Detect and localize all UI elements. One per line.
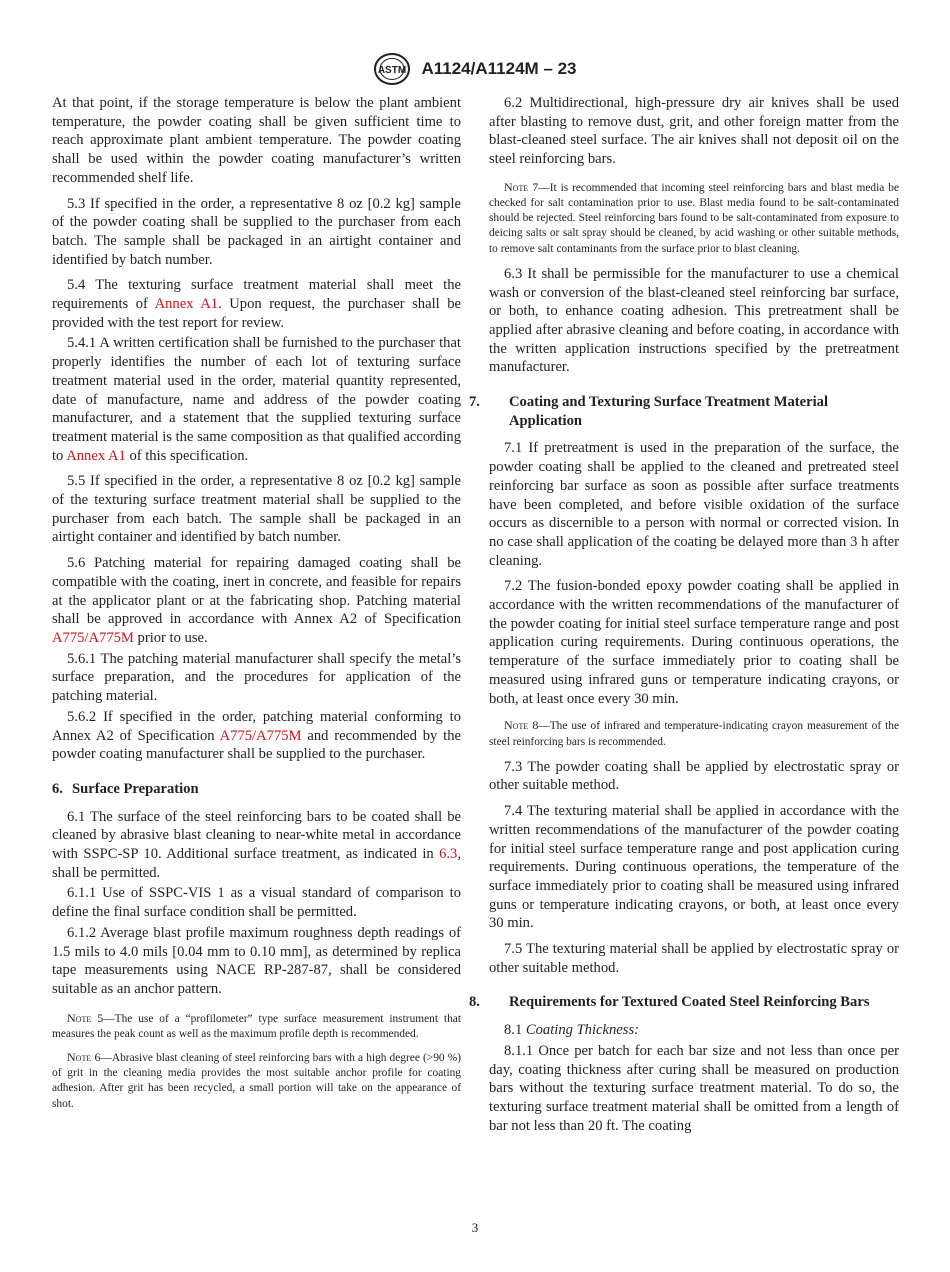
paragraph-5-5: 5.5 If specified in the order, a representative 8 oz [0.2 kg] sample of the texturing surface treatment material shall be supplied to the purchaser from each batch. The sample shall be packaged in an airtight container and identified by batch number. <box>52 473 461 546</box>
paragraph-6-2: 6.2 Multidirectional, high-pressure dry air knives shall be used after blasting to remove dust, grit, and other foreign matter from the blast-cleaned steel surface. The air knives shall not deposit oil on the steel reinforcing bars. <box>489 95 899 168</box>
paragraph-7-3: 7.3 The powder coating shall be applied by electrostatic spray or other suitable method. <box>489 758 899 794</box>
note-7: Note 7—It is recommended that incoming steel reinforcing bars and blast media be checked for salt contamination prior to use. Blast media found to be salt-contaminated should be rejected. Steel reinforcing bars found to be salt-contaminated from exposure to deicing salts or salt spray should be cleaned, by acid washing or other suitable methods, to remove salt contaminants from the surface prior to blast cleaning. <box>489 179 900 255</box>
note-5: Note 5—The use of a “profilometer” type surface measurement instrument that measures the peak count as well as the maximum profile depth is recommended. <box>52 1010 461 1040</box>
page-number: 3 <box>471 1220 479 1235</box>
document-designation: A1124/A1124M – 23 <box>421 59 577 78</box>
note-8: Note 8—The use of infrared and temperature-indicating crayon measurement of the steel reinforcing bars is recommended. <box>489 718 900 748</box>
paragraph-5-4-1: 5.4.1 A written certification shall be furnished to the purchaser that properly identifies the number of each lot of texturing surface treatment material used in the order, material quantity represented, date of manufacture, name and address of the powder coating manufacturer, and a statement that the supplied texturing surface treatment material is the same composition as that qualified according to Annex A1 of this specification. <box>52 335 461 464</box>
page-header <box>0 52 950 86</box>
paragraph-6-3: 6.3 It shall be permissible for the manufacturer to use a chemical wash or conversion of the blast-cleaned steel reinforcing bar surface, or both, to enhance coating adhesion. This pretreatment shall be applied after abrasive cleaning and before coating, in accordance with the written application instructions specified by the pretreatment manufacturer. <box>489 265 899 376</box>
paragraph-8-1-1: 8.1.1 Once per batch for each bar size and not less than once per day, coating thickness after curing shall be measured on production bars without the texturing surface treatment material. To do so, the texturing surface treatment material shall be omitted from a length of bar not less than 20 ft. The coating <box>489 1042 899 1134</box>
link-a775[interactable]: A775/A775M <box>219 727 302 744</box>
paragraph-6-1-1: 6.1.1 Use of SSPC-VIS 1 as a visual standard of comparison to define the final surface condition shall be permitted. <box>52 885 461 921</box>
section-7-heading: 7. Coating and Texturing Surface Treatment Material Application <box>469 394 829 429</box>
paragraph-5-4: 5.4 The texturing surface treatment material shall meet the requirements of Annex A1. Upon request, the purchaser shall be provided with the test report for review. <box>52 277 461 331</box>
link-annex-a1[interactable]: Annex A1 <box>154 296 219 313</box>
paragraph-5-6-1: 5.6.1 The patching material manufacturer shall specify the metal’s surface preparation, and the procedures for application of the patching material. <box>52 650 461 705</box>
link-a775[interactable]: A775/A775M <box>52 629 134 646</box>
link-annex-a1[interactable]: Annex A1 <box>66 447 126 464</box>
paragraph-7-4: 7.4 The texturing material shall be applied in accordance with the written recommendations of the manufacturer of the powder coating for initial steel surface temperature range and post application curing requirements. During continuous operations, the temperature of the surface immediately prior to coating shall be measured using infrared guns or temperature indicating crayons, or both, at least once every 30 min. <box>489 803 899 932</box>
paragraph-5-6: 5.6 Patching material for repairing damaged coating shall be compatible with the coating, inert in concrete, and feasible for repairs at the applicator plant or at the fabricating shop. Patching material shall be approved in accordance with Annex A2 of Specification A775/A775M prior to use. <box>52 555 461 646</box>
section-6-heading: 6. Surface Preparation <box>52 780 199 797</box>
astm-logo-text: ASTM <box>378 65 407 76</box>
paragraph-6-1: 6.1 The surface of the steel reinforcing bars to be coated shall be cleaned by abrasive blast cleaning to near-white metal in accordance with SSPC-SP 10. Additional surface treatment, as indicated in 6.3, shall be permitted. <box>52 808 461 881</box>
left-column <box>52 94 461 1120</box>
paragraph-5-6-2: 5.6.2 If specified in the order, patching material conforming to Annex A2 of Specification A775/A775M and recommended by the powder coating manufacturer shall be supplied to the purchaser. <box>52 708 461 763</box>
paragraph-7-1: 7.1 If pretreatment is used in the preparation of the surface, the powder coating shall be applied to the cleaned and pretreated steel reinforcing bar surface as soon as possible after surface treatments have been completed, and before visible oxidation of the surface occurs as discernible to a person with normal or corrected vision. In no case shall application of the coating be delayed more than 3 h after cleaning. <box>489 440 899 569</box>
paragraph-8-1: 8.1 Coating Thickness: <box>504 1022 639 1039</box>
astm-logo-icon <box>373 52 411 86</box>
link-section-6-3[interactable]: 6.3 <box>439 846 458 863</box>
paragraph-6-1-2: 6.1.2 Average blast profile maximum roughness depth readings of 1.5 mils to 4.0 mils [0.04 mm to 0.10 mm], as determined by replica tape measurements using NACE RP-287-87, shall be considered suitable as an anchor pattern. <box>52 924 461 997</box>
paragraph-5-3: 5.3 If specified in the order, a representative 8 oz [0.2 kg] sample of the powder coating shall be supplied to the purchaser from each batch. The sample shall be packaged in an airtight container and identified by batch number. <box>52 195 461 268</box>
section-8-heading: 8. Requirements for Textured Coated Steel Reinforcing Bars <box>469 994 870 1011</box>
paragraph-7-2: 7.2 The fusion-bonded epoxy powder coating shall be applied in accordance with the written recommendations of the manufacturer of the powder coating for initial steel surface temperature range and post application curing requirements. During continuous operations, the temperature of the surface immediately prior to coating shall be measured using infrared guns or temperature indicating crayons, or both, at least once every 30 min. <box>489 578 899 707</box>
note-6: Note 6—Abrasive blast cleaning of steel reinforcing bars with a high degree (>90 %) of grit in the cleaning media provides the most suitable anchor profile for coating adhesion. After grit has been recycled, a small portion will take on the appearance of shot. <box>52 1050 461 1110</box>
right-column <box>469 94 900 1142</box>
paragraph-7-5: 7.5 The texturing material shall be applied by electrostatic spray or other suitable method. <box>489 941 899 976</box>
paragraph-continuation: At that point, if the storage temperature is below the plant ambient temperature, the powder coating shall be given sufficient time to reach approximate plant ambient temperature. The powder coating shall be used within the powder coating manufacturer’s written recommended shelf life. <box>52 95 461 186</box>
